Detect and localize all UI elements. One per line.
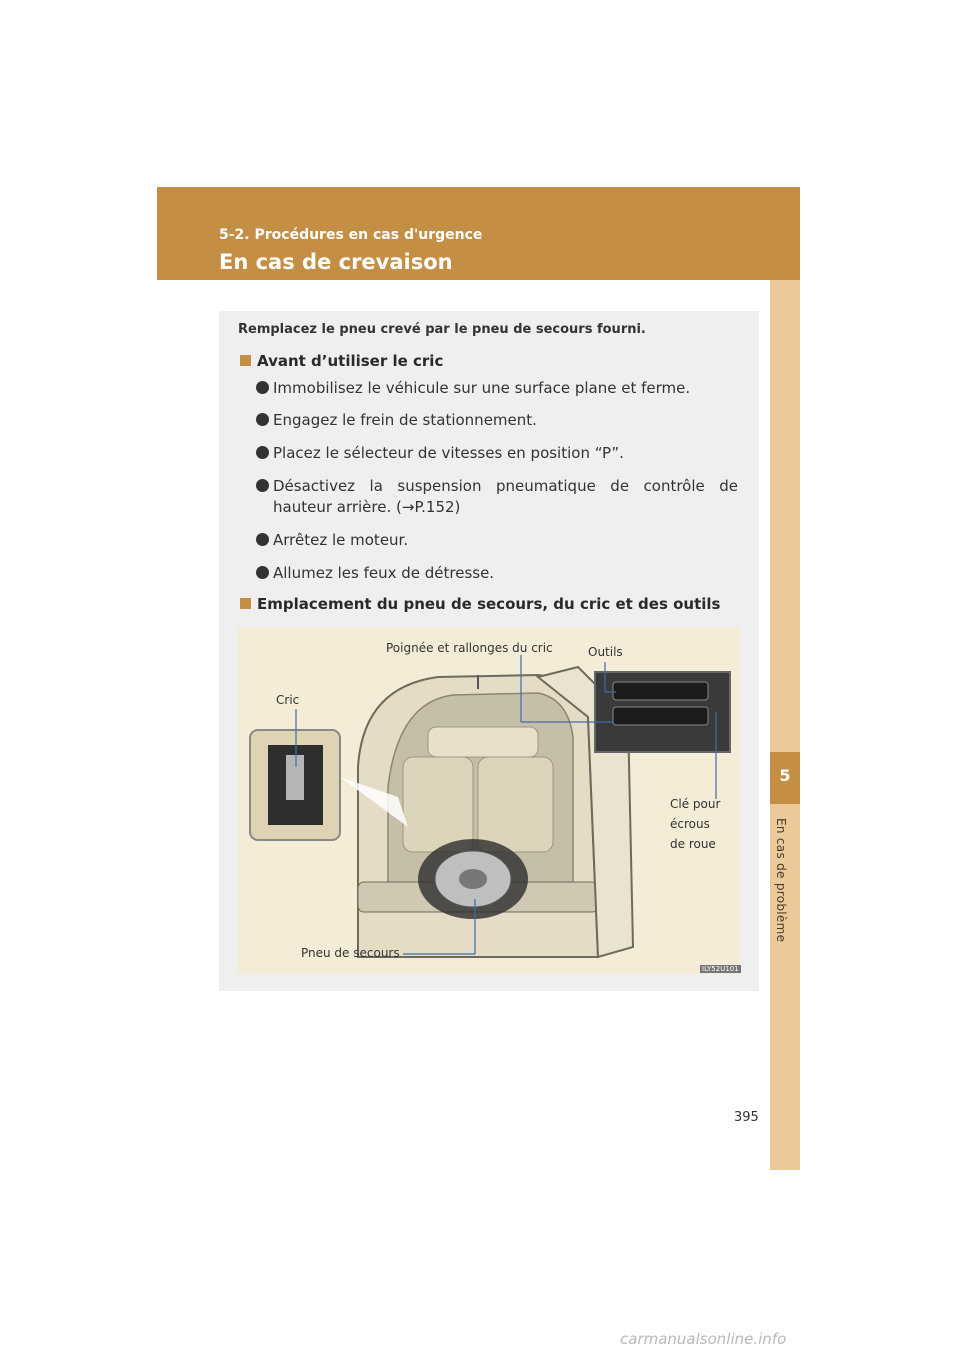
label-tools: Outils bbox=[588, 645, 623, 659]
chapter-title: En cas de problème bbox=[774, 818, 788, 943]
list-item: Engagez le frein de stationnement. bbox=[256, 410, 738, 431]
bullet-dot-icon bbox=[256, 479, 269, 492]
chapter-side-strip bbox=[770, 280, 800, 1170]
page-number: 395 bbox=[734, 1110, 759, 1125]
bullet-dot-icon bbox=[256, 566, 269, 579]
intro-text: Remplacez le pneu crevé par le pneu de secours fourni. bbox=[238, 322, 646, 337]
label-wrench-line2: écrous bbox=[670, 817, 710, 831]
chapter-number: 5 bbox=[779, 766, 791, 785]
list-item: Immobilisez le véhicule sur une surface plane et ferme. bbox=[256, 378, 738, 399]
page-title: En cas de crevaison bbox=[219, 250, 453, 274]
label-wrench-line1: Clé pour bbox=[670, 797, 721, 811]
figure-code: ILY52U101 bbox=[702, 965, 739, 973]
section-heading-before-jack: Avant d’utiliser le cric bbox=[240, 352, 443, 370]
bullet-dot-icon bbox=[256, 446, 269, 459]
bullet-dot-icon bbox=[256, 413, 269, 426]
chapter-tab[interactable] bbox=[770, 752, 800, 804]
label-jack: Cric bbox=[276, 693, 300, 707]
section-heading-locations: Emplacement du pneu de secours, du cric et des outils bbox=[240, 595, 720, 613]
vehicle-illustration bbox=[238, 627, 740, 974]
chapter-header bbox=[157, 187, 800, 280]
watermark-url: carmanualsonline.info bbox=[620, 1330, 787, 1348]
square-bullet-icon bbox=[240, 598, 251, 609]
section-label: 5-2. Procédures en cas d'urgence bbox=[219, 227, 483, 243]
bullet-dot-icon bbox=[256, 381, 269, 394]
bullet-dot-icon bbox=[256, 533, 269, 546]
label-spare-tire: Pneu de secours bbox=[301, 946, 400, 960]
list-item: Placez le sélecteur de vitesses en position “P”. bbox=[256, 443, 738, 464]
list-item: Arrêtez le moteur. bbox=[256, 530, 738, 551]
list-item: Allumez les feux de détresse. bbox=[256, 563, 738, 584]
label-wrench-line3: de roue bbox=[670, 837, 716, 851]
vehicle-rear-illustration bbox=[238, 627, 740, 974]
list-item: Désactivez la suspension pneumatique de contrôle de hauteur arrière. (→P.152) bbox=[256, 476, 738, 518]
square-bullet-icon bbox=[240, 355, 251, 366]
label-jack-handle: Poignée et rallonges du cric bbox=[386, 641, 553, 655]
